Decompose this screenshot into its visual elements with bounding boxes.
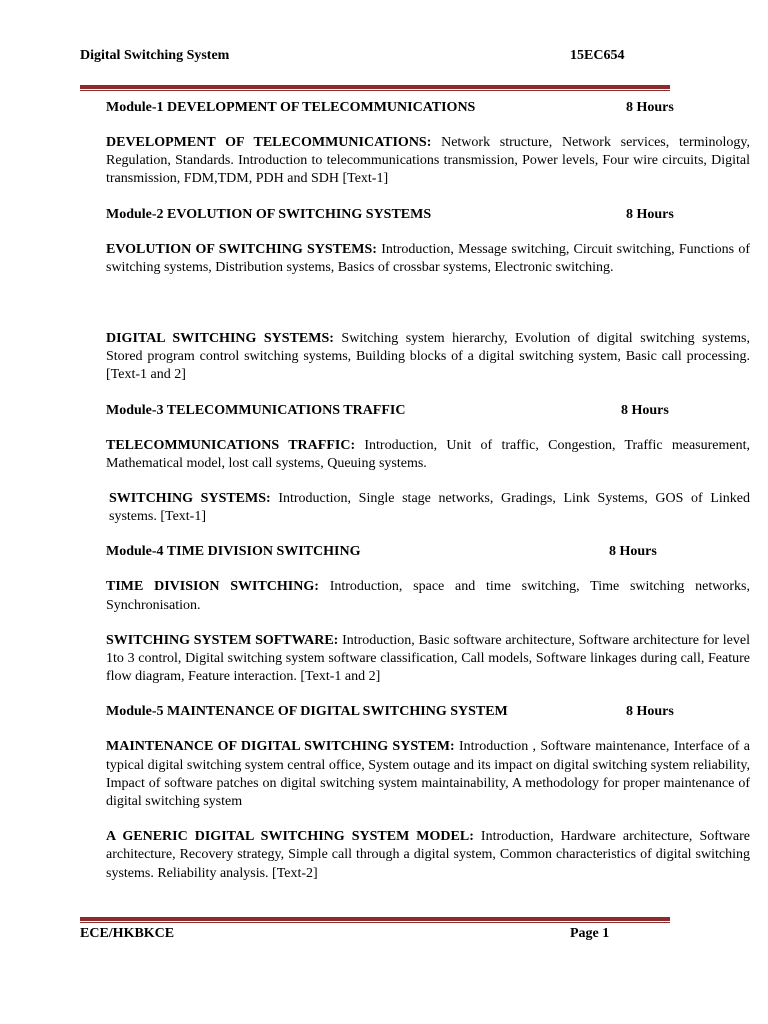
module-2-topic-1 [106,241,750,277]
topic-text: Switching system hierarchy, Evolution of digital switching systems, Stored program control switching systems, Building blocks of a digital switching system, Basic call processing. [Text-1 and 2] [106,331,750,383]
module-4-heading [106,543,750,561]
module-3-heading [106,402,750,420]
topic-title: TIME DIVISION SWITCHING: [106,579,319,595]
topic-title: MAINTENANCE OF DIGITAL SWITCHING SYSTEM: [106,739,455,755]
topic-title: EVOLUTION OF SWITCHING SYSTEMS: [106,241,377,257]
topic-text: Introduction , Software maintenance, Interface of a typical digital switching system central office, System outage and its impact on digital switching system reliability, Impact of software patches on digital switching system maintainability, A methodology for proper maintenance of digital switching system [106,739,750,810]
module-4-topic-2 [106,632,750,687]
document-title: Digital Switching System [80,48,230,63]
page-number: Page 1 [570,926,610,941]
topic-title: A GENERIC DIGITAL SWITCHING SYSTEM MODEL: [106,829,474,845]
page-header [80,48,670,64]
module-1-topic-1 [106,134,750,189]
header-divider [80,85,670,91]
module-4-topic-1 [106,578,750,614]
topic-title: SWITCHING SYSTEMS: [109,491,271,507]
module-title: Module-3 TELECOMMUNICATIONS TRAFFIC [106,402,406,418]
module-title: Module-5 MAINTENANCE OF DIGITAL SWITCHING SYSTEM [106,704,508,720]
module-5-topic-1 [106,738,750,811]
syllabus-content [106,99,750,900]
module-hours: 8 Hours [626,704,674,720]
module-hours: 8 Hours [626,100,674,115]
module-3-topic-2 [106,490,750,526]
topic-text: Introduction, Single stage networks, Gradings, Link Systems, GOS of Linked systems. [Text-1] [109,491,750,525]
module-2-heading [106,206,750,224]
topic-title: SWITCHING SYSTEM SOFTWARE: [106,632,339,648]
topic-text: Network structure, Network services, terminology, Regulation, Standards. Introduction to telecommunications transmission, Power levels, Four wire circuits, Digital transmission, FDM,TDM, PDH and SDH [Text-1] [106,135,750,187]
page-footer [80,926,670,942]
spacer [106,294,750,330]
topic-title: TELECOMMUNICATIONS TRAFFIC: [106,437,356,453]
footer-divider [80,917,670,923]
topic-text: Introduction, Hardware architecture, Software architecture, Recovery strategy, Simple call through a digital system, Common characteristics of digital switching systems. Reliability analysis. [Text-2] [106,829,751,881]
course-code: 15EC654 [570,48,625,63]
topic-title: DIGITAL SWITCHING SYSTEMS: [106,331,334,347]
topic-text: Introduction, space and time switching, Time switching networks, Synchronisation. [106,579,750,613]
module-5-topic-2 [106,828,750,883]
module-5-heading [106,703,750,721]
module-1-heading [106,99,750,117]
topic-text: Introduction, Message switching, Circuit switching, Functions of switching systems, Distribution systems, Basics of crossbar systems, Electronic switching. [106,241,750,275]
footer-department: ECE/HKBKCE [80,926,175,941]
module-title: Module-4 TIME DIVISION SWITCHING [106,544,361,560]
module-hours: 8 Hours [626,206,674,222]
module-3-topic-1 [106,437,750,473]
module-hours: 8 Hours [621,402,669,418]
module-title: Module-1 DEVELOPMENT OF TELECOMMUNICATIONS [106,100,476,115]
topic-text: Introduction, Basic software architecture, Software architecture for level 1to 3 control, Digital switching system software classification, Call models, Software linkages during call, Feature flow diagram, Feature interaction. [Text-1 and 2] [106,632,750,685]
module-hours: 8 Hours [609,544,657,560]
module-title: Module-2 EVOLUTION OF SWITCHING SYSTEMS [106,206,432,222]
topic-text: Introduction, Unit of traffic, Congestion, Traffic measurement, Mathematical model, lost call systems, Queuing systems. [106,437,750,471]
module-2-topic-2 [106,330,750,385]
topic-title: DEVELOPMENT OF TELECOMMUNICATIONS: [106,135,432,150]
